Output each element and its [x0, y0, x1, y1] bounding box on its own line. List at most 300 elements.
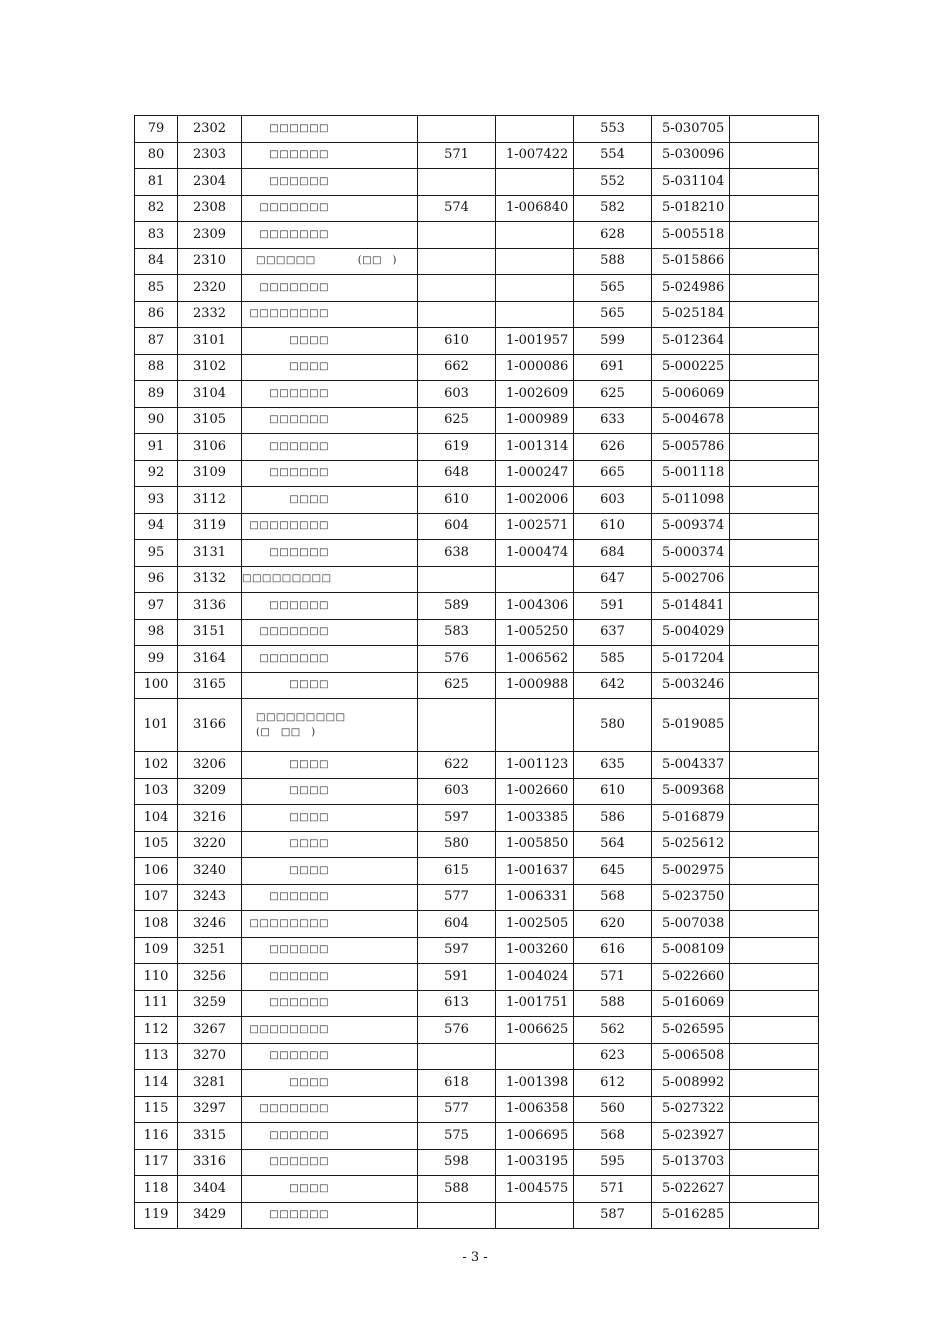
- table-cell: 3136: [178, 593, 242, 620]
- table-cell: 5-022660: [652, 964, 730, 991]
- table-cell: [730, 1070, 819, 1097]
- table-cell: 95: [135, 540, 178, 567]
- table-cell: [730, 778, 819, 805]
- school-name: □□□□□□□: [259, 652, 329, 664]
- table-cell: [730, 1017, 819, 1044]
- table-cell: 3102: [178, 354, 242, 381]
- table-row: [135, 434, 819, 461]
- table-cell: 3131: [178, 540, 242, 567]
- table-cell: [242, 460, 418, 487]
- table-cell: 588: [574, 248, 652, 275]
- table-cell: 3206: [178, 752, 242, 779]
- table-cell: 1-006625: [496, 1017, 574, 1044]
- table-cell: 5-002706: [652, 566, 730, 593]
- page-number: - 3 -: [462, 1250, 488, 1265]
- table-cell: 1-000989: [496, 407, 574, 434]
- table-cell: [730, 301, 819, 328]
- table-cell: 5-018210: [652, 195, 730, 222]
- table-cell: [730, 858, 819, 885]
- table-cell: 1-001398: [496, 1070, 574, 1097]
- table-cell: 5-016879: [652, 805, 730, 832]
- table-cell: 98: [135, 619, 178, 646]
- table-cell: 1-007422: [496, 142, 574, 169]
- table-cell: 1-002571: [496, 513, 574, 540]
- table-cell: [730, 434, 819, 461]
- table-cell: [730, 619, 819, 646]
- table-cell: 598: [418, 1149, 496, 1176]
- table-cell: 565: [574, 301, 652, 328]
- table-cell: [730, 275, 819, 302]
- table-cell: 80: [135, 142, 178, 169]
- table-cell: 2310: [178, 248, 242, 275]
- school-name: □□□□□□: [269, 149, 329, 161]
- table-cell: 1-006331: [496, 884, 574, 911]
- table-cell: 610: [574, 778, 652, 805]
- table-cell: 5-015866: [652, 248, 730, 275]
- school-name: □□□□: [289, 334, 329, 346]
- table-cell: 1-005250: [496, 619, 574, 646]
- table-cell: 577: [418, 1096, 496, 1123]
- school-name: □□□□□□: [269, 944, 329, 956]
- table-cell: [730, 142, 819, 169]
- table-cell: 647: [574, 566, 652, 593]
- table-cell: 5-031104: [652, 169, 730, 196]
- table-cell: 5-002975: [652, 858, 730, 885]
- table-cell: [242, 619, 418, 646]
- table-cell: [242, 858, 418, 885]
- table-row: [135, 778, 819, 805]
- table-cell: [496, 222, 574, 249]
- school-name: □□□□□□: [269, 891, 329, 903]
- table-cell: 619: [418, 434, 496, 461]
- table-cell: 5-024986: [652, 275, 730, 302]
- table-cell: 3106: [178, 434, 242, 461]
- table-cell: 3216: [178, 805, 242, 832]
- table-cell: 3220: [178, 831, 242, 858]
- table-cell: 5-030096: [652, 142, 730, 169]
- table-cell: 583: [418, 619, 496, 646]
- table-row: [135, 169, 819, 196]
- table-cell: 575: [418, 1123, 496, 1150]
- table-cell: 610: [574, 513, 652, 540]
- table-cell: [730, 195, 819, 222]
- table-row: [135, 407, 819, 434]
- school-name: □□□□: [289, 1182, 329, 1194]
- table-cell: [496, 248, 574, 275]
- table-cell: 1-000474: [496, 540, 574, 567]
- table-row: [135, 275, 819, 302]
- table-cell: 597: [418, 805, 496, 832]
- table-cell: [242, 593, 418, 620]
- table-cell: [242, 566, 418, 593]
- table-cell: 1-003195: [496, 1149, 574, 1176]
- table-row: [135, 354, 819, 381]
- table-cell: 1-000247: [496, 460, 574, 487]
- table-cell: 604: [418, 911, 496, 938]
- table-cell: [730, 1149, 819, 1176]
- table-row: [135, 831, 819, 858]
- table-cell: 112: [135, 1017, 178, 1044]
- table-cell: 5-022627: [652, 1176, 730, 1203]
- table-cell: 115: [135, 1096, 178, 1123]
- table-row: [135, 619, 819, 646]
- table-cell: 665: [574, 460, 652, 487]
- table-cell: 3270: [178, 1043, 242, 1070]
- table-cell: 3243: [178, 884, 242, 911]
- table-cell: 622: [418, 752, 496, 779]
- table-cell: 116: [135, 1123, 178, 1150]
- table-cell: [242, 752, 418, 779]
- table-cell: 612: [574, 1070, 652, 1097]
- table-cell: [730, 672, 819, 699]
- table-cell: 3316: [178, 1149, 242, 1176]
- table-row: [135, 672, 819, 699]
- table-cell: 595: [574, 1149, 652, 1176]
- table-cell: 106: [135, 858, 178, 885]
- table-cell: 580: [418, 831, 496, 858]
- table-cell: [242, 434, 418, 461]
- table-cell: [242, 169, 418, 196]
- table-cell: 1-000086: [496, 354, 574, 381]
- table-cell: 571: [574, 964, 652, 991]
- table-cell: [242, 964, 418, 991]
- table-cell: [730, 407, 819, 434]
- table-cell: [242, 487, 418, 514]
- school-name: □□□□□□□□: [249, 308, 329, 320]
- table-cell: [730, 1123, 819, 1150]
- table-cell: 552: [574, 169, 652, 196]
- table-cell: 589: [418, 593, 496, 620]
- table-cell: 3165: [178, 672, 242, 699]
- table-cell: 3297: [178, 1096, 242, 1123]
- table-cell: 691: [574, 354, 652, 381]
- table-cell: 5-006069: [652, 381, 730, 408]
- table-cell: [496, 699, 574, 752]
- table-cell: 613: [418, 990, 496, 1017]
- table-cell: 1-003260: [496, 937, 574, 964]
- table-cell: [242, 646, 418, 673]
- table-row: [135, 328, 819, 355]
- table-cell: [418, 248, 496, 275]
- table-cell: 5-005518: [652, 222, 730, 249]
- table-cell: 113: [135, 1043, 178, 1070]
- table-cell: [242, 1043, 418, 1070]
- school-name: □□□□□□ (□□ ): [256, 255, 397, 267]
- table-cell: 5-026595: [652, 1017, 730, 1044]
- table-cell: 603: [418, 778, 496, 805]
- table-cell: 5-016069: [652, 990, 730, 1017]
- table-row: [135, 248, 819, 275]
- table-cell: [242, 911, 418, 938]
- school-name: □□□□□□□: [259, 1103, 329, 1115]
- table-cell: 2304: [178, 169, 242, 196]
- table-cell: 114: [135, 1070, 178, 1097]
- table-cell: 635: [574, 752, 652, 779]
- table-cell: 568: [574, 1123, 652, 1150]
- table-row: [135, 699, 819, 752]
- table-cell: 118: [135, 1176, 178, 1203]
- table-cell: 5-009368: [652, 778, 730, 805]
- table-cell: 623: [574, 1043, 652, 1070]
- table-cell: 2302: [178, 116, 242, 143]
- table-row: [135, 487, 819, 514]
- table-row: [135, 513, 819, 540]
- score-table: [134, 115, 819, 1229]
- table-cell: 103: [135, 778, 178, 805]
- table-cell: [730, 937, 819, 964]
- table-cell: 638: [418, 540, 496, 567]
- table-cell: [418, 222, 496, 249]
- table-cell: 1-006840: [496, 195, 574, 222]
- table-cell: 99: [135, 646, 178, 673]
- table-cell: [730, 354, 819, 381]
- school-name: □□□□□□□: [259, 626, 329, 638]
- table-cell: 3104: [178, 381, 242, 408]
- table-cell: 562: [574, 1017, 652, 1044]
- table-row: [135, 1070, 819, 1097]
- table-cell: [730, 540, 819, 567]
- table-cell: 5-001118: [652, 460, 730, 487]
- table-cell: 2308: [178, 195, 242, 222]
- table-cell: 93: [135, 487, 178, 514]
- table-cell: 1-001123: [496, 752, 574, 779]
- table-cell: [730, 1043, 819, 1070]
- table-cell: 88: [135, 354, 178, 381]
- school-name: □□□□□□: [269, 175, 329, 187]
- table-cell: 111: [135, 990, 178, 1017]
- table-cell: 1-002609: [496, 381, 574, 408]
- school-name: □□□□□□: [269, 997, 329, 1009]
- table-cell: 2320: [178, 275, 242, 302]
- table-cell: 1-004306: [496, 593, 574, 620]
- table-cell: 5-025184: [652, 301, 730, 328]
- table-cell: 5-025612: [652, 831, 730, 858]
- table-cell: 553: [574, 116, 652, 143]
- table-cell: 610: [418, 487, 496, 514]
- table-cell: 1-001637: [496, 858, 574, 885]
- table-cell: [242, 1123, 418, 1150]
- table-cell: [730, 222, 819, 249]
- table-cell: 5-004029: [652, 619, 730, 646]
- table-cell: 642: [574, 672, 652, 699]
- table-cell: 625: [418, 672, 496, 699]
- table-cell: 1-001957: [496, 328, 574, 355]
- table-cell: 564: [574, 831, 652, 858]
- table-cell: [730, 990, 819, 1017]
- table-cell: 633: [574, 407, 652, 434]
- table-cell: 580: [574, 699, 652, 752]
- table-cell: [242, 1070, 418, 1097]
- table-cell: 5-013703: [652, 1149, 730, 1176]
- table-row: [135, 1176, 819, 1203]
- table-cell: 3105: [178, 407, 242, 434]
- school-name: □□□□: [289, 864, 329, 876]
- table-cell: [242, 672, 418, 699]
- table-cell: 565: [574, 275, 652, 302]
- table-cell: 79: [135, 116, 178, 143]
- table-cell: 1-006695: [496, 1123, 574, 1150]
- table-cell: [242, 1202, 418, 1229]
- table-cell: 1-002505: [496, 911, 574, 938]
- table-row: [135, 646, 819, 673]
- table-cell: 3429: [178, 1202, 242, 1229]
- table-cell: 5-004678: [652, 407, 730, 434]
- table-cell: 3259: [178, 990, 242, 1017]
- table-cell: 5-016285: [652, 1202, 730, 1229]
- table-cell: 5-006508: [652, 1043, 730, 1070]
- table-cell: 576: [418, 646, 496, 673]
- table-cell: 3281: [178, 1070, 242, 1097]
- table-cell: 2332: [178, 301, 242, 328]
- table-cell: 604: [418, 513, 496, 540]
- table-row: [135, 1043, 819, 1070]
- table-row: [135, 990, 819, 1017]
- table-row: [135, 301, 819, 328]
- table-row: [135, 593, 819, 620]
- table-cell: [242, 937, 418, 964]
- table-cell: 91: [135, 434, 178, 461]
- table-cell: [242, 275, 418, 302]
- school-name: □□□□□□□□□: [242, 573, 332, 585]
- table-cell: [730, 805, 819, 832]
- school-name: □□□□□□□□: [249, 1023, 329, 1035]
- table-cell: 1-006562: [496, 646, 574, 673]
- table-cell: [242, 354, 418, 381]
- table-cell: 117: [135, 1149, 178, 1176]
- table-cell: 626: [574, 434, 652, 461]
- school-name: □□□□□□: [269, 1129, 329, 1141]
- table-cell: 585: [574, 646, 652, 673]
- school-name: □□□□□□: [269, 1050, 329, 1062]
- table-cell: [496, 1202, 574, 1229]
- table-cell: 597: [418, 937, 496, 964]
- table-cell: 3240: [178, 858, 242, 885]
- table-row: [135, 1123, 819, 1150]
- table-cell: [418, 699, 496, 752]
- table-cell: 620: [574, 911, 652, 938]
- table-cell: [242, 328, 418, 355]
- table-cell: [242, 778, 418, 805]
- table-cell: 603: [418, 381, 496, 408]
- table-cell: 3246: [178, 911, 242, 938]
- school-name: □□□□□□□□: [249, 917, 329, 929]
- school-name: □□□□□□: [269, 1156, 329, 1168]
- table-row: [135, 937, 819, 964]
- table-cell: 89: [135, 381, 178, 408]
- table-cell: 3119: [178, 513, 242, 540]
- table-cell: 618: [418, 1070, 496, 1097]
- table-cell: 90: [135, 407, 178, 434]
- table-cell: [242, 884, 418, 911]
- table-row: [135, 911, 819, 938]
- school-name: □□□□□□: [269, 414, 329, 426]
- table-row: [135, 1202, 819, 1229]
- table-cell: 104: [135, 805, 178, 832]
- table-cell: 85: [135, 275, 178, 302]
- table-cell: [496, 566, 574, 593]
- table-cell: 586: [574, 805, 652, 832]
- school-name: □□□□□□□: [259, 228, 329, 240]
- table-cell: 1-004024: [496, 964, 574, 991]
- table-cell: 571: [574, 1176, 652, 1203]
- school-name: □□□□□□: [269, 1209, 329, 1221]
- table-row: [135, 964, 819, 991]
- school-name: □□□□□□□□: [249, 520, 329, 532]
- table-cell: 625: [418, 407, 496, 434]
- school-name: □□□□: [289, 361, 329, 373]
- table-cell: 96: [135, 566, 178, 593]
- table-cell: 610: [418, 328, 496, 355]
- table-cell: [418, 116, 496, 143]
- table-cell: [496, 275, 574, 302]
- table-cell: [730, 116, 819, 143]
- table-cell: 81: [135, 169, 178, 196]
- table-cell: 5-000374: [652, 540, 730, 567]
- table-cell: 625: [574, 381, 652, 408]
- table-cell: 5-019085: [652, 699, 730, 752]
- table-cell: 108: [135, 911, 178, 938]
- table-cell: 1-001314: [496, 434, 574, 461]
- table-cell: [242, 222, 418, 249]
- table-cell: 5-023750: [652, 884, 730, 911]
- school-name: □□□□: [289, 758, 329, 770]
- table-body: [135, 116, 819, 1229]
- table-cell: 1-000988: [496, 672, 574, 699]
- table-row: [135, 858, 819, 885]
- table-cell: 1-001751: [496, 990, 574, 1017]
- table-cell: [418, 301, 496, 328]
- table-cell: 2309: [178, 222, 242, 249]
- table-cell: 628: [574, 222, 652, 249]
- table-cell: 107: [135, 884, 178, 911]
- table-cell: 571: [418, 142, 496, 169]
- table-cell: [730, 831, 819, 858]
- table-cell: 97: [135, 593, 178, 620]
- table-cell: 5-004337: [652, 752, 730, 779]
- table-cell: [242, 1096, 418, 1123]
- table-cell: [730, 487, 819, 514]
- table-cell: 86: [135, 301, 178, 328]
- table-cell: 5-008109: [652, 937, 730, 964]
- table-cell: 105: [135, 831, 178, 858]
- table-cell: 574: [418, 195, 496, 222]
- table-row: [135, 222, 819, 249]
- table-cell: 87: [135, 328, 178, 355]
- table-cell: 3164: [178, 646, 242, 673]
- table-cell: 110: [135, 964, 178, 991]
- table-cell: [242, 831, 418, 858]
- school-name: □□□□□□: [269, 387, 329, 399]
- table-cell: 3256: [178, 964, 242, 991]
- table-cell: 119: [135, 1202, 178, 1229]
- table-cell: 94: [135, 513, 178, 540]
- table-cell: 5-014841: [652, 593, 730, 620]
- table-cell: [730, 328, 819, 355]
- table-cell: 684: [574, 540, 652, 567]
- table-cell: [242, 540, 418, 567]
- table-cell: 5-027322: [652, 1096, 730, 1123]
- table-cell: [730, 646, 819, 673]
- table-cell: 648: [418, 460, 496, 487]
- table-cell: [242, 381, 418, 408]
- table-cell: 102: [135, 752, 178, 779]
- table-cell: 3109: [178, 460, 242, 487]
- table-cell: 616: [574, 937, 652, 964]
- school-name: □□□□□□: [269, 440, 329, 452]
- table-cell: [242, 699, 418, 752]
- table-cell: 3251: [178, 937, 242, 964]
- table-cell: [730, 699, 819, 752]
